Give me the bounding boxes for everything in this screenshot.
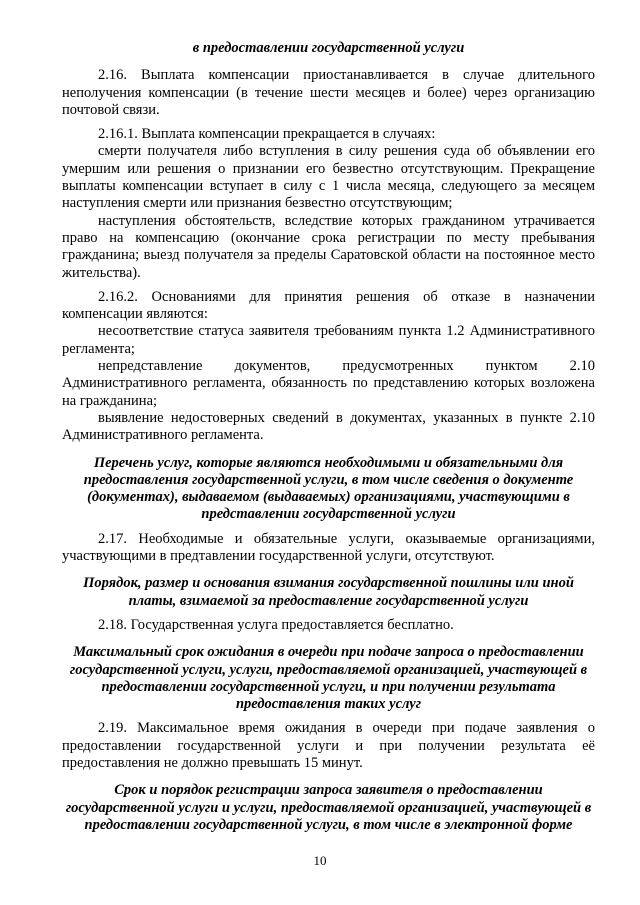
heading-required-services: Перечень услуг, которые являются необходимыми и обязательными для предоставления государственной услуги, в том числе сведения о документе (документах), выдаваемом (выдаваемых) организациями, участвующими в представлении государственной услуги: [83, 454, 574, 523]
section-heading-continued: в предоставлении государственной услуги: [192, 40, 465, 56]
heading-fee: Порядок, размер и основания взимания государственной пошлины или иной платы, взимаемой за предоставление государственной услуги: [83, 575, 574, 609]
paragraph-2-16-2-false-info: выявление недостоверных сведений в документах, указанных в пункте 2.10 Административного регламента.: [62, 409, 595, 444]
paragraph-2-19: 2.19. Максимальное время ожидания в очереди при подаче заявления о предоставлении государственной услуги и при получении результата её предоставления не должно превышать 15 минут.: [62, 720, 595, 771]
paragraph-2-16-1-circumstances: наступления обстоятельств, вследствие которых гражданином утрачивается право на компенсацию (окончание срока регистрации по месту пребывания гражданина; выезд получателя за пределы Саратовской области на постоянное место жительства).: [62, 212, 595, 281]
document-page: [62, 40, 595, 834]
paragraph-2-18: 2.18. Государственная услуга предоставляется бесплатно.: [98, 616, 454, 633]
paragraph-2-16-1: 2.16.1. Выплата компенсации прекращается в случаях:: [98, 126, 436, 143]
paragraph-2-16-1-death: смерти получателя либо вступления в силу решения суда об объявлении его умершим или решения о признании его безвестно отсутствующим. Прекращение выплаты компенсации вступает в силу с 1 числа месяца, следующего за месяцем наступления смерти или признания безвестно отсутствующим;: [62, 143, 595, 212]
paragraph-2-16-2-documents: непредставление документов, предусмотренных пунктом 2.10 Административного регламента, обязанность по представлению которых возложена на гражданина;: [62, 358, 595, 409]
heading-queue-wait: Максимальный срок ожидания в очереди при подаче запроса о предоставлении государственной услуги, услуги, предоставляемой организацией, участвующей в предоставлении государственной услуги, и при получении результата предоставления таких услуг: [69, 644, 588, 713]
paragraph-2-16-2-status: несоответствие статуса заявителя требованиям пункта 1.2 Административного регламента;: [62, 323, 595, 357]
page-number: 10: [313, 853, 327, 868]
paragraph-2-16-2: 2.16.2. Основаниями для принятия решения об отказе в назначении компенсации являются:: [62, 288, 595, 323]
paragraph-2-16: 2.16. Выплата компенсации приостанавливается в случае длительного неполучения компенсации (в течение шести месяцев и более) через организацию почтовой связи.: [62, 67, 595, 118]
heading-registration: Срок и порядок регистрации запроса заявителя о предоставлении государственной услуги и услуги, предоставляемой организацией, участвующей в предоставлении государственной услуги, в том числе в электронной форме: [65, 782, 592, 833]
paragraph-2-17: 2.17. Необходимые и обязательные услуги, оказываемые организациями, участвующими в предтавлении государственной услуги, отсутствуют.: [62, 530, 595, 565]
